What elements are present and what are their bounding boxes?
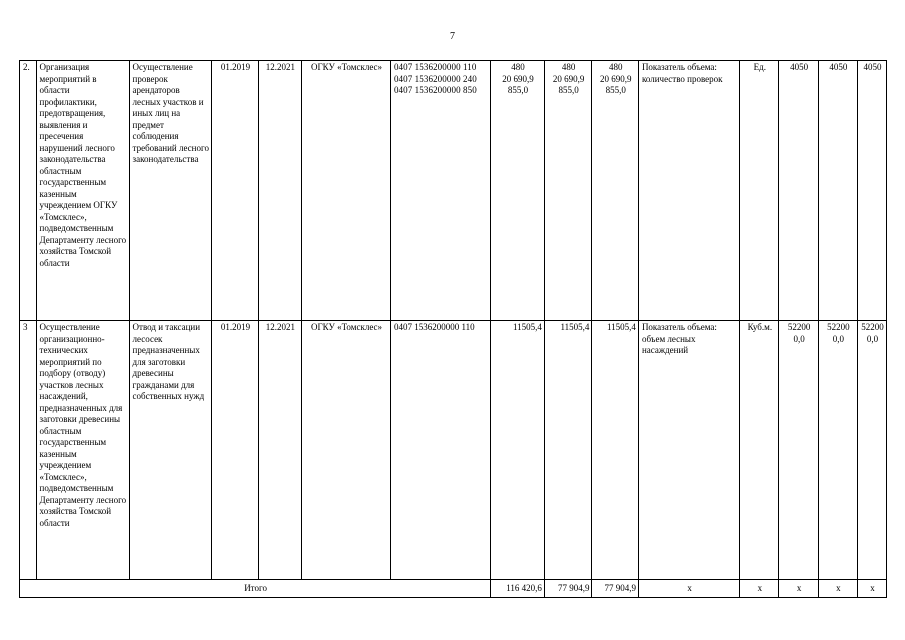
funding-year-2: 480 20 690,9 855,0 [592, 61, 639, 321]
funding-year-2: 11505,4 [592, 321, 639, 580]
funding-total: 11505,4 [491, 321, 545, 580]
indicator-unit: Ед. [740, 61, 779, 321]
indicator-value-2: 4050 [818, 61, 857, 321]
table-row [20, 321, 887, 580]
total-year-2: 77 904,9 [592, 580, 639, 598]
indicator-value-2: 52200 0,0 [818, 321, 857, 580]
table-row [20, 61, 887, 321]
budget-code: 0407 1536200000 110 [390, 321, 490, 580]
total-value-2: х [818, 580, 857, 598]
program-activities-table [19, 60, 887, 598]
total-value-1: х [779, 580, 818, 598]
funding-total: 480 20 690,9 855,0 [491, 61, 545, 321]
start-date: 01.2019 [212, 321, 259, 580]
total-unit: х [740, 580, 779, 598]
measure-name: Организация мероприятий в области профилактики, предотвращения, выявления и пресечения нарушений лесного законодательства областным государственным казенным учреждением ОГКУ «Томсклес», подведомственным Департаменту лесного хозяйства Томской области [36, 61, 129, 321]
indicator-value-1: 4050 [779, 61, 818, 321]
executor: ОГКУ «Томсклес» [302, 61, 391, 321]
activity-description: Осуществление проверок арендаторов лесных участков и иных лиц на предмет соблюдения требований лесного законодательства [129, 61, 212, 321]
start-date: 01.2019 [212, 61, 259, 321]
budget-code: 0407 1536200000 110 0407 1536200000 240 0407 1536200000 850 [390, 61, 490, 321]
total-label: Итого [20, 580, 491, 598]
indicator-value-3: 52200 0,0 [858, 321, 887, 580]
end-date: 12.2021 [258, 321, 301, 580]
total-value-3: х [858, 580, 887, 598]
indicator-value-1: 52200 0,0 [779, 321, 818, 580]
total-row [20, 580, 887, 598]
total-indicator: х [638, 580, 739, 598]
indicator-unit: Куб.м. [740, 321, 779, 580]
indicator-name: Показатель объема: объем лесных насаждений [638, 321, 739, 580]
row-number: 3 [20, 321, 37, 580]
row-number: 2. [20, 61, 37, 321]
indicator-name: Показатель объема: количество проверок [638, 61, 739, 321]
end-date: 12.2021 [258, 61, 301, 321]
funding-year-1: 480 20 690,9 855,0 [544, 61, 592, 321]
executor: ОГКУ «Томсклес» [302, 321, 391, 580]
indicator-value-3: 4050 [858, 61, 887, 321]
total-year-1: 77 904,9 [544, 580, 592, 598]
page-number: 7 [450, 31, 455, 42]
funding-year-1: 11505,4 [544, 321, 592, 580]
measure-name: Осуществление организационно-технических мероприятий по подбору (отводу) участков лесных насаждений, предназначенных для заготовки древесины областным государственным казенным учреждением «Томсклес», подведомственным Департаменту лесного хозяйства Томской области [36, 321, 129, 580]
activity-description: Отвод и таксации лесосек предназначенных для заготовки древесины гражданами для собственных нужд [129, 321, 212, 580]
total-funding: 116 420,6 [491, 580, 545, 598]
